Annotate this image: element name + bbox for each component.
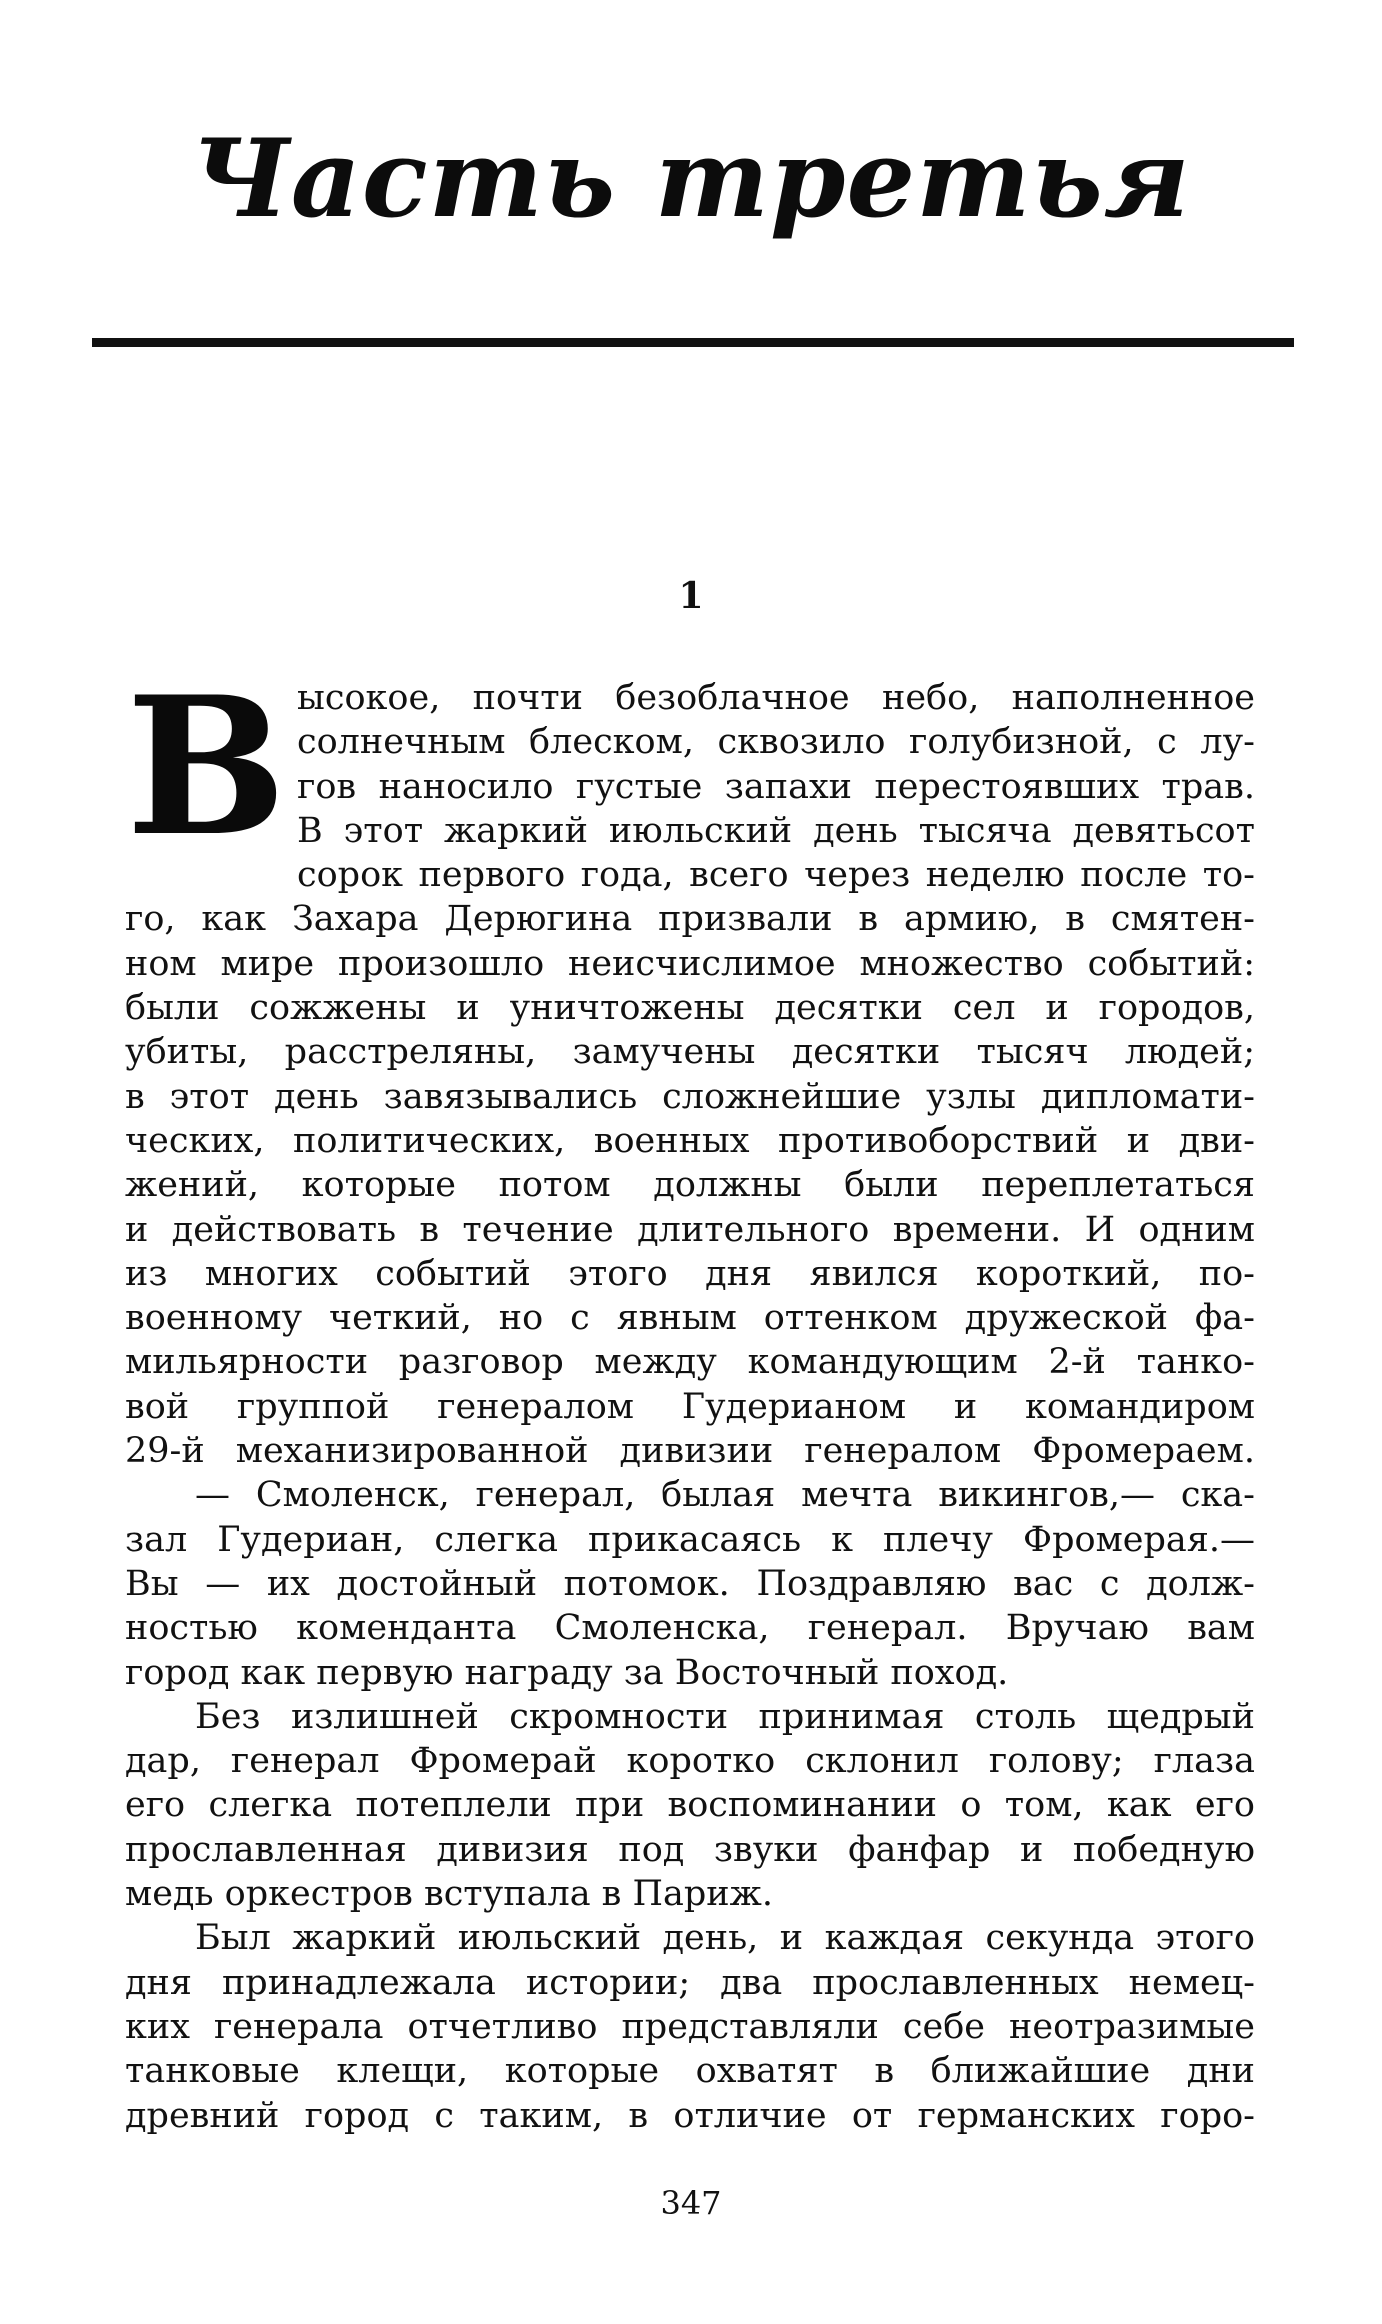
text-line: — Смоленск, генерал, былая мечта викингов,— ска- [195,1475,1255,1516]
text-line: ностью коменданта Смоленска, генерал. Вручаю вам [125,1608,1255,1649]
text-line: мильярности разговор между командующим 2-й танко- [125,1342,1255,1383]
text-line: зал Гудериан, слегка прикасаясь к плечу Фромерая.— [125,1519,1255,1560]
text-line: Без излишней скромности принимая столь щедрый [195,1696,1255,1737]
text-line: ческих, политических, военных противоборствий и дви- [125,1120,1255,1161]
text-line: и действовать в течение длительного времени. И одним [125,1209,1255,1250]
text-line: ких генерала отчетливо представляли себе неотразимые [125,2006,1255,2047]
text-line: военному четкий, но с явным оттенком дружеской фа- [125,1298,1255,1339]
text-line: древний город с таким, в отличие от германских горо- [125,2095,1255,2136]
text-line: жений, которые потом должны были переплетаться [125,1165,1255,1206]
text-line: из многих событий этого дня явился короткий, по- [125,1253,1255,1294]
text-line: Вы — их достойный потомок. Поздравляю вас с долж- [125,1563,1255,1604]
text-line: В этот жаркий июльский день тысяча девятьсот [297,810,1255,851]
part-title: Часть третья [191,116,1191,242]
text-line: ысокое, почти безоблачное небо, наполненное [297,678,1255,718]
text-line: 29-й механизированной дивизии генералом Фромераем. [125,1431,1255,1472]
text-line: убиты, расстреляны, замучены десятки тысяч людей; [125,1032,1255,1073]
body-text [125,676,1255,2138]
text-line: были сожжены и уничтожены десятки сел и городов, [125,988,1255,1029]
text-line: солнечным блеском, сквозило голубизной, с лу- [297,722,1255,763]
text-line: дар, генерал Фромерай коротко склонил голову; глаза [125,1741,1255,1782]
page-number: 347 [660,2184,722,2222]
title-rule [92,338,1294,347]
text-line: город как первую награду за Восточный поход. [125,1652,1009,1693]
text-line: медь оркестров вступала в Париж. [125,1874,773,1915]
text-line: его слегка потеплели при воспоминании о том, как его [125,1785,1255,1826]
text-line: прославленная дивизия под звуки фанфар и победную [125,1829,1255,1870]
text-line: танковые клещи, которые охватят в ближайшие дни [125,2051,1255,2092]
chapter-number: 1 [678,575,704,617]
text-line: ном мире произошло неисчислимое множество событий: [125,943,1255,984]
text-line: Был жаркий июльский день, и каждая секунда этого [195,1918,1255,1959]
text-line: в этот день завязывались сложнейшие узлы дипломати- [125,1076,1255,1117]
text-line: вой группой генералом Гудерианом и командиром [125,1386,1255,1427]
text-line: дня принадлежала истории; два прославленных немец- [125,1962,1255,2003]
text-line: сорок первого года, всего через неделю после то- [297,855,1255,896]
text-line: гов наносило густые запахи перестоявших трав. [297,766,1255,807]
text-line: го, как Захара Дерюгина призвали в армию, в смятен- [125,899,1255,940]
drop-cap: В [126,655,287,878]
